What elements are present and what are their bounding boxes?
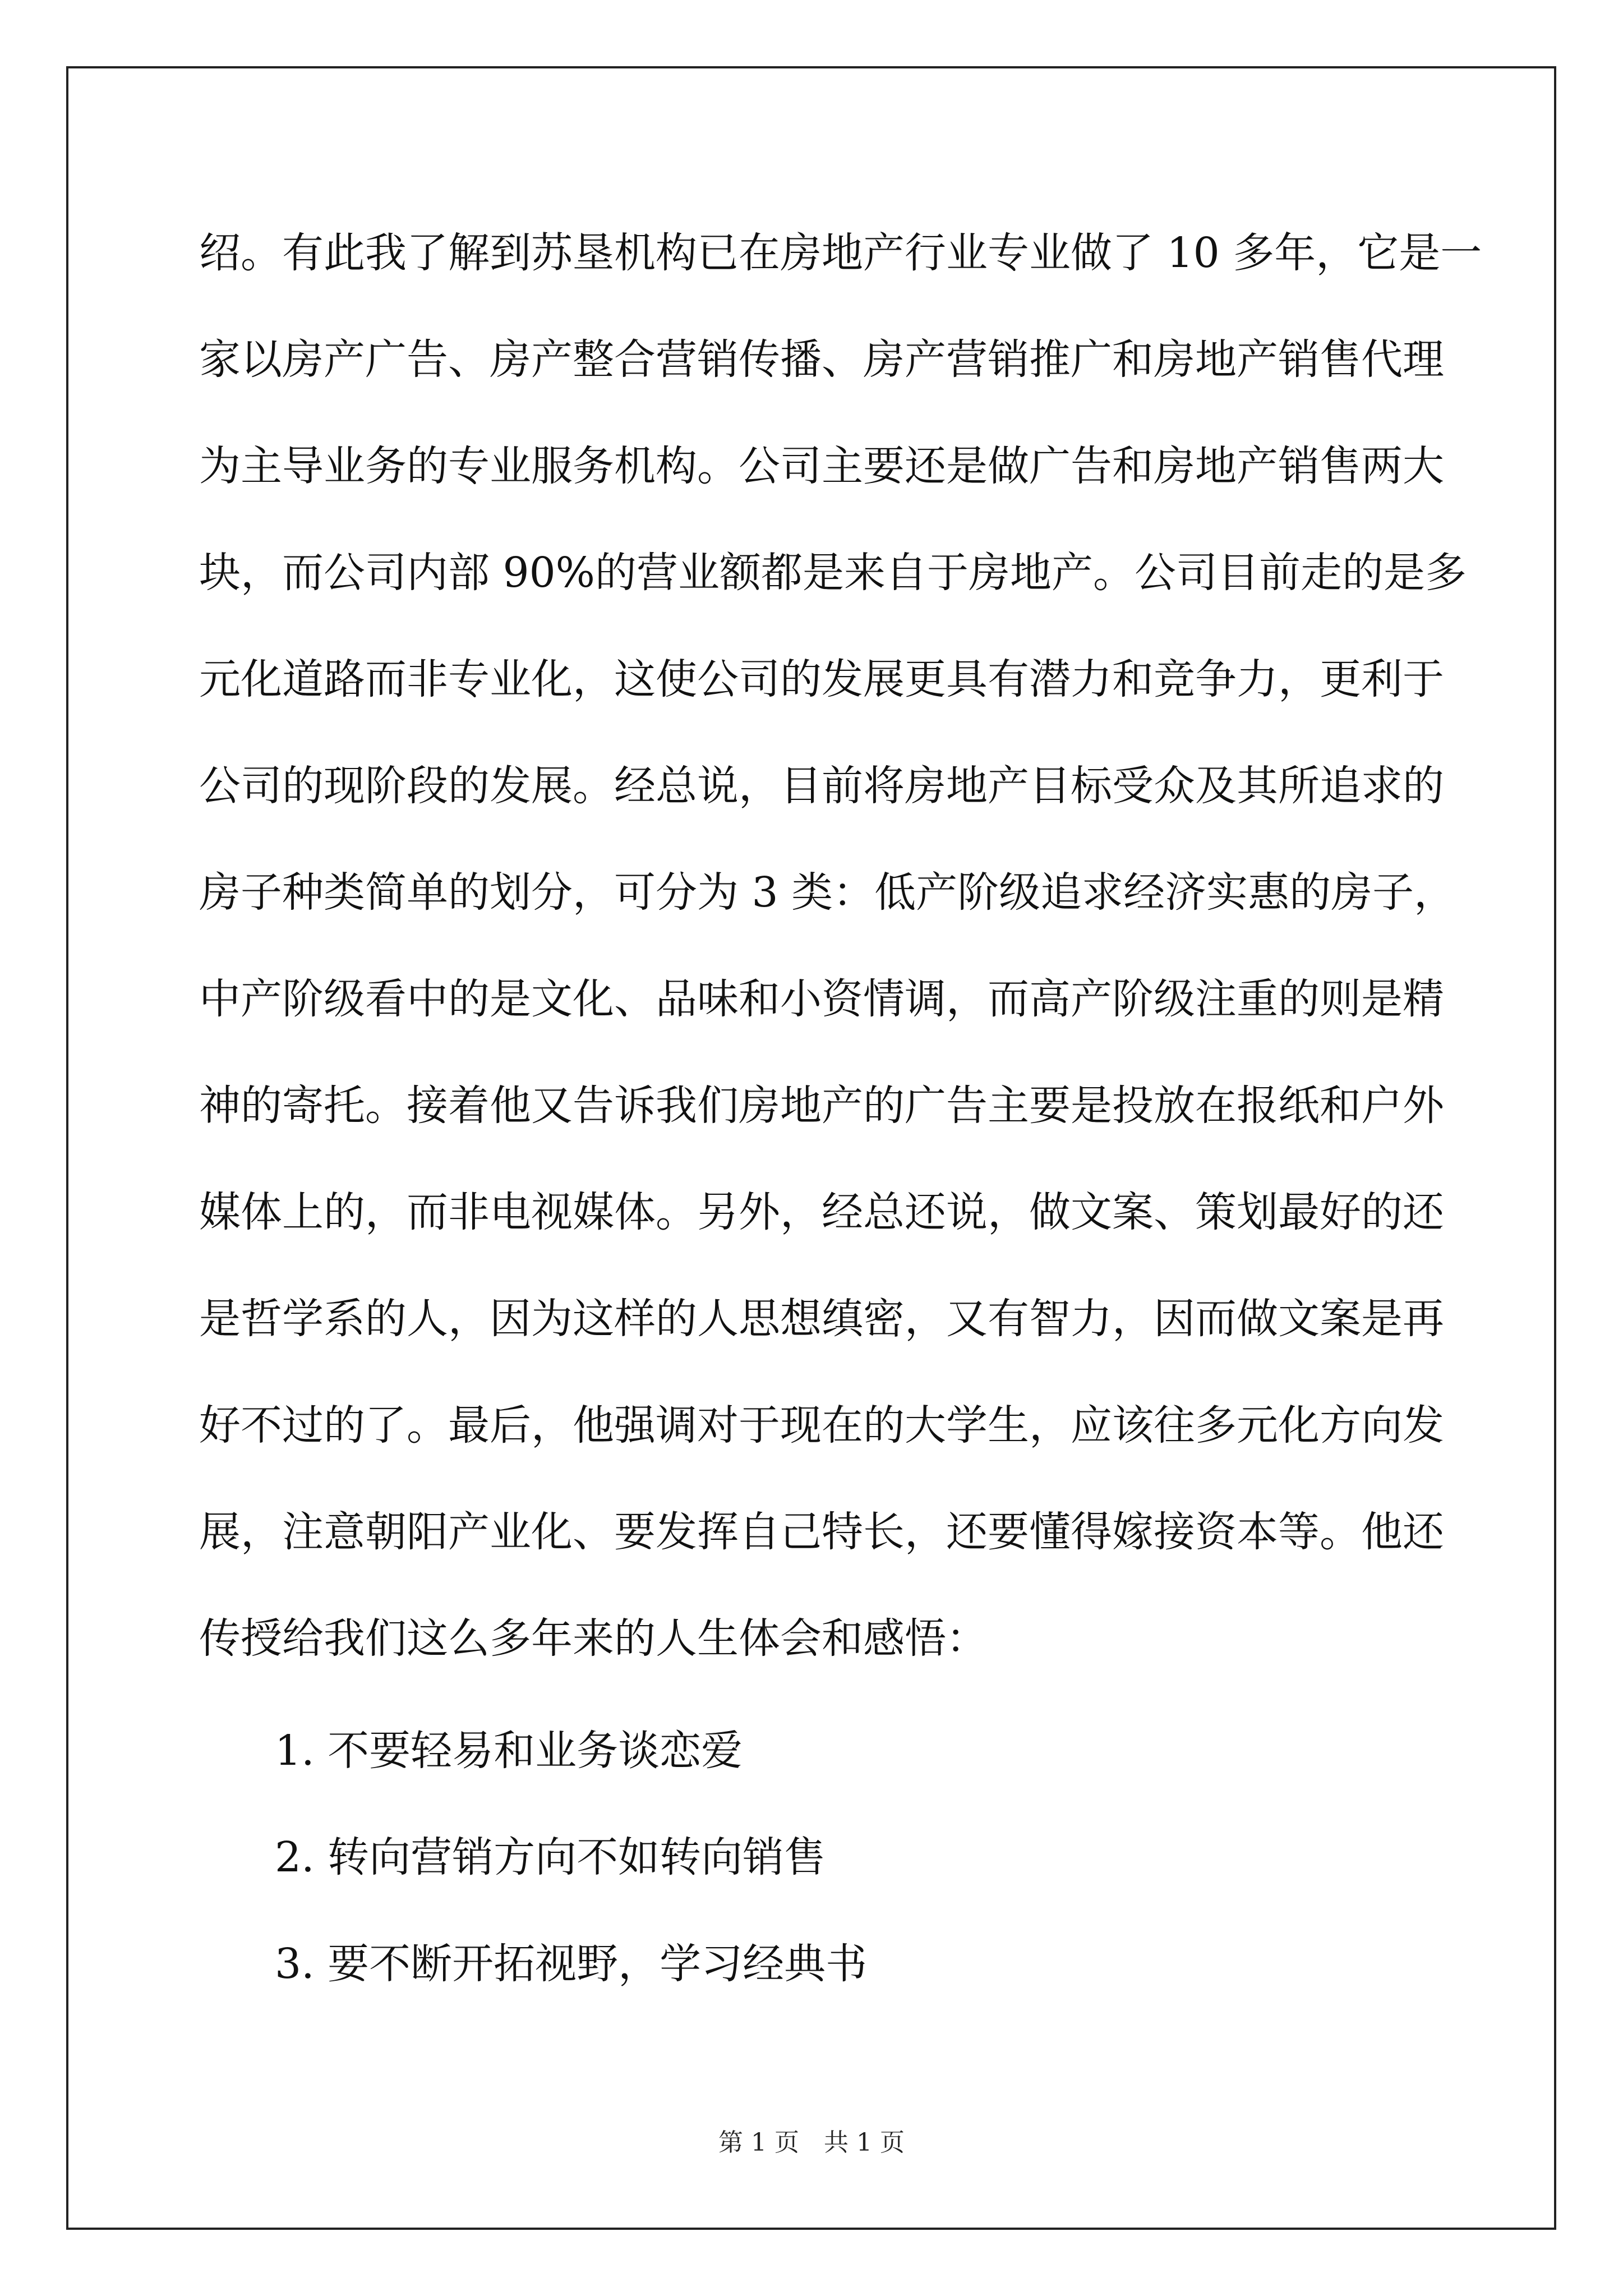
list-item: 2. 转向营销方向不如转向销售 [275, 1833, 826, 1881]
paragraph-line: 块，而公司内部 90%的营业额都是来自于房地产。公司目前走的是多 [199, 549, 1467, 597]
paragraph-line: 绍。有此我了解到苏垦机构已在房地产行业专业做了 10 多年，它是一 [199, 229, 1482, 277]
list-item: 1. 不要轻易和业务谈恋爱 [275, 1727, 743, 1775]
body-paragraph [199, 200, 1482, 1692]
paragraph-line: 元化道路而非专业化，这使公司的发展更具有潜力和竞争力，更利于 [199, 655, 1444, 703]
paragraph-line: 传授给我们这么多年来的人生体会和感悟： [199, 1614, 988, 1663]
paragraph-line: 房子种类简单的划分，可分为 3 类：低产阶级追求经济实惠的房子， [199, 868, 1456, 917]
paragraph-line: 好不过的了。最后，他强调对于现在的大学生，应该往多元化方向发 [199, 1401, 1444, 1450]
paragraph-line: 媒体上的，而非电视媒体。另外，经总还说，做文案、策划最好的还 [199, 1188, 1444, 1236]
paragraph-line: 家以房产广告、房产整合营销传播、房产营销推广和房地产销售代理 [199, 335, 1444, 384]
paragraph-line: 展，注意朝阳产业化、要发挥自己特长，还要懂得嫁接资本等。他还 [199, 1508, 1444, 1556]
page-footer: 第 1 页 共 1 页 [718, 2128, 905, 2157]
numbered-list [275, 1697, 867, 2017]
list-item: 3. 要不断开拓视野，学习经典书 [275, 1940, 868, 1988]
paragraph-line: 为主导业务的专业服务机构。公司主要还是做广告和房地产销售两大 [199, 442, 1444, 490]
paragraph-line: 是哲学系的人，因为这样的人思想缜密，又有智力，因而做文案是再 [199, 1295, 1444, 1343]
paragraph-line: 公司的现阶段的发展。经总说，目前将房地产目标受众及其所追求的 [199, 762, 1444, 810]
paragraph-line: 中产阶级看中的是文化、品味和小资情调，而高产阶级注重的则是精 [199, 975, 1444, 1023]
paragraph-line: 神的寄托。接着他又告诉我们房地产的广告主要是投放在报纸和户外 [199, 1082, 1444, 1130]
